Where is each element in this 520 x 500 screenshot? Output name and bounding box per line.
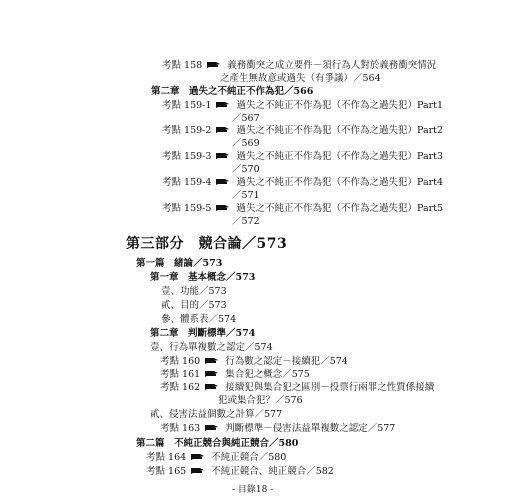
entry-label: 考點 162 bbox=[160, 382, 201, 393]
entry-label: 考點 163 bbox=[160, 423, 201, 434]
entry-title: 接續犯與集合犯之區別－投票行兩罪之性質係接續 bbox=[225, 382, 435, 393]
entry-label: 考點 161 bbox=[160, 369, 201, 380]
entry-label: 考點 159-1 bbox=[162, 100, 212, 111]
entry-continuation: ／572 bbox=[232, 216, 260, 227]
entry-title: 過失之不純正不作為犯（不作為之過失犯）Part4 bbox=[236, 177, 444, 188]
entry-title: 不純正競合／580 bbox=[211, 452, 287, 463]
toc-entry bbox=[160, 356, 348, 368]
toc-entry bbox=[162, 151, 443, 163]
subsection-item: 貳、目的／573 bbox=[161, 300, 227, 311]
toc-entry bbox=[160, 423, 395, 435]
entry-continuation: ／570 bbox=[232, 164, 260, 175]
toc-entry bbox=[162, 125, 443, 137]
part-heading: 第三部分 競合論／573 bbox=[126, 236, 288, 252]
entry-label: 考點 159-5 bbox=[162, 203, 212, 214]
chapter-heading: 第二章 判斷標準／574 bbox=[150, 328, 256, 339]
entry-label: 考點 158 bbox=[162, 60, 203, 71]
entry-continuation: ／567 bbox=[232, 113, 260, 124]
toc-entry bbox=[160, 382, 434, 394]
entry-label: 考點 165 bbox=[146, 466, 187, 477]
subsection-item: 貳、侵害法益個數之計算／577 bbox=[150, 409, 283, 420]
entry-title: 義務衝突之成立要件－須行為人對於義務衝突情況 bbox=[227, 60, 437, 71]
toc-entry bbox=[160, 369, 310, 381]
entry-title: 過失之不純正不作為犯（不作為之過失犯）Part2 bbox=[236, 125, 444, 136]
chapter-heading: 第一章 基本概念／573 bbox=[150, 272, 256, 283]
pointing-hand-icon bbox=[216, 101, 230, 109]
section-heading: 第一篇 緒論／573 bbox=[136, 258, 223, 269]
entry-continuation: 之產生無故意或過失（有爭議）／564 bbox=[220, 73, 381, 84]
toc-entry bbox=[146, 466, 334, 478]
toc-entry bbox=[162, 203, 443, 215]
pointing-hand-icon bbox=[205, 424, 219, 432]
toc-entry bbox=[162, 177, 443, 189]
section-heading: 第二篇 不純正競合與純正競合／580 bbox=[136, 438, 299, 449]
pointing-hand-icon bbox=[191, 453, 205, 461]
toc-entry bbox=[146, 452, 286, 464]
entry-label: 考點 160 bbox=[160, 356, 201, 367]
entry-continuation: 犯或集合犯？／576 bbox=[218, 395, 303, 406]
pointing-hand-icon bbox=[207, 61, 221, 69]
toc-entry bbox=[162, 100, 443, 112]
entry-label: 考點 159-2 bbox=[162, 125, 212, 136]
entry-title: 行為數之認定－接續犯／574 bbox=[225, 356, 348, 367]
subsection-item: 壹、行為單複數之認定／574 bbox=[150, 342, 273, 353]
subsection-item: 參、體系表／574 bbox=[161, 314, 237, 325]
entry-continuation: ／571 bbox=[232, 190, 260, 201]
pointing-hand-icon bbox=[205, 370, 219, 378]
entry-title: 過失之不純正不作為犯（不作為之過失犯）Part1 bbox=[236, 100, 444, 111]
entry-title: 不純正競合、純正競合／582 bbox=[211, 466, 334, 477]
pointing-hand-icon bbox=[191, 467, 205, 475]
entry-title: 集合犯之概念／575 bbox=[225, 369, 310, 380]
entry-label: 考點 159-4 bbox=[162, 177, 212, 188]
entry-title: 過失之不純正不作為犯（不作為之過失犯）Part3 bbox=[236, 151, 444, 162]
pointing-hand-icon bbox=[216, 152, 230, 160]
entry-continuation: ／569 bbox=[232, 138, 260, 149]
pointing-hand-icon bbox=[216, 178, 230, 186]
page-footer: - 目錄18 - bbox=[232, 485, 274, 495]
pointing-hand-icon bbox=[216, 126, 230, 134]
toc-entry bbox=[162, 60, 436, 72]
subsection-item: 壹、功能／573 bbox=[161, 286, 227, 297]
entry-title: 判斷標準－侵害法益單複數之認定／577 bbox=[225, 423, 396, 434]
chapter-heading: 第二章 過失之不純正不作為犯／566 bbox=[151, 86, 314, 97]
entry-label: 考點 159-3 bbox=[162, 151, 212, 162]
pointing-hand-icon bbox=[216, 204, 230, 212]
entry-label: 考點 164 bbox=[146, 452, 187, 463]
pointing-hand-icon bbox=[205, 383, 219, 391]
pointing-hand-icon bbox=[205, 357, 219, 365]
entry-title: 過失之不純正不作為犯（不作為之過失犯）Part5 bbox=[236, 203, 444, 214]
